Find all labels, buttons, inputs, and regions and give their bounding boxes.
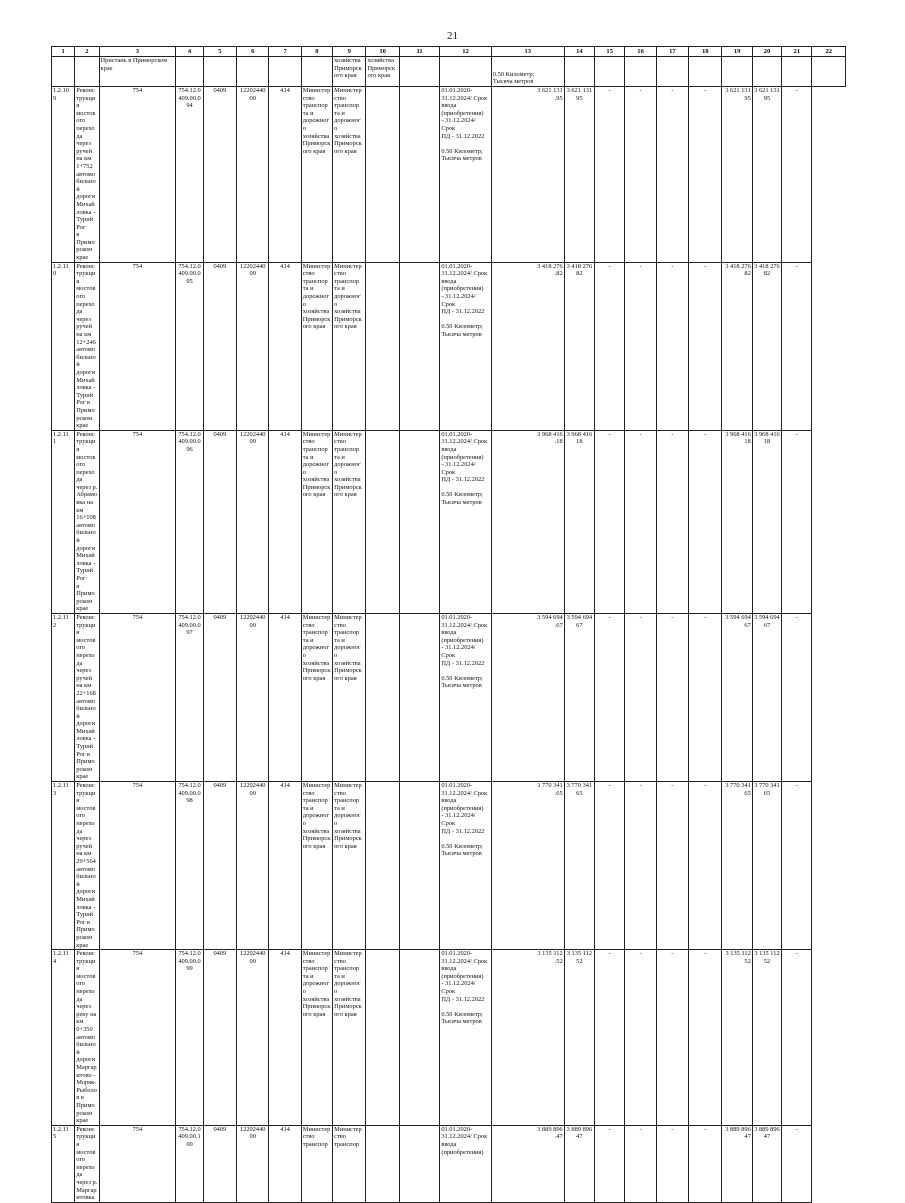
cell-c14: 3 770 341 .65 [491,782,564,950]
cell-c8: 414 [269,430,301,613]
cell-c9: Министер ство транспор та и дорожног о хозяйства Приморск ого края [301,782,332,950]
table-row [52,613,846,781]
cell-c15: 3 418 276 82 [564,262,594,430]
cell-c5: 754.12.0 409.00.0 98 [176,782,203,950]
cell-c20: 3 889 896 47 [722,1125,752,1202]
cell-c15: 3 889 896 47 [564,1125,594,1202]
cell-name: Пристань в Приморском крае [99,57,176,87]
cell-empty [366,430,399,613]
cell [722,57,752,87]
cell-c17: - [625,87,656,263]
cell-c7: 12202440 00 [237,1125,269,1202]
column-header-9: 9 [333,47,366,57]
column-header-3: 3 [99,47,176,57]
cell-name: Реконструкция мостового перехода через ручей на км 1+752 автомобильной дороги Михайловка - Турий Рог в Приморском крае [75,87,99,263]
cell-c20: 3 594 694 67 [722,613,752,781]
cell-c18: - [656,87,688,263]
cell-num: 1.2.11 1 [52,430,75,613]
cell-c20: 3 770 341 65 [722,782,752,950]
cell-c20: 3 135 112 52 [722,950,752,1126]
cell-c8: 414 [269,87,301,263]
cell [782,57,812,87]
table-row [52,262,846,430]
cell-c19: - [689,613,722,781]
page-number: 21 [447,30,458,42]
cell-c13: 01.01.2020- 31.12.2024/ Срок ввода (приобретения) - 31.12.2024/ Срок ПД - 31.12.2022 0.50 Километр; Тысяча метров [440,262,492,430]
column-header-17: 17 [656,47,688,57]
cell [203,57,236,87]
column-header-19: 19 [722,47,752,57]
cell-c14: 3 889 896 .47 [491,1125,564,1202]
cell-c18: - [656,950,688,1126]
cell [689,57,722,87]
cell-c16: - [595,262,625,430]
cell [301,57,332,87]
cell-name: Реконструкция мостового перехода через ручей на км 29+564 автомобильной дороги Михайловка - Турий Рог в Приморском крае [75,782,99,950]
cell-num: 1.2.11 4 [52,950,75,1126]
cell-c22: - [782,950,812,1126]
cell-c22: - [782,613,812,781]
cell-empty [366,613,399,781]
cell-c10: Министер ство транспор та и дорожног о хозяйства Приморск ого края [333,950,366,1126]
cell-c5: 754.12.0 409.00.0 94 [176,87,203,263]
column-header-8: 8 [301,47,332,57]
cell-c21: 3 889 896 47 [752,1125,781,1202]
cell-c5: 754.12.0 409.00.0 95 [176,262,203,430]
column-header-13: 13 [491,47,564,57]
cell-c13: 01.01.2020- 31.12.2024/ Срок ввода (приобретения) - 31.12.2024/ Срок ПД - 31.12.2022 0.50 Километр; Тысяча метров [440,950,492,1126]
cell-num: 1.2.11 5 [52,1125,75,1202]
cell-c14: 3 621 131 .95 [491,87,564,263]
cell-name: Реконструкция мостового перехода через р. Маргаритовка [76,1125,98,1202]
cell-empty [399,613,439,781]
cell-c16: - [595,1125,625,1202]
cell-c5: 754.12.0 409.00.0 96 [176,430,203,613]
cell-num: 1.2.10 9 [52,87,75,263]
column-header-21: 21 [782,47,812,57]
column-header-5: 5 [203,47,236,57]
cell-c19: - [689,87,722,263]
cell-c9: Министер ство транспор та и дорожног о хозяйства Приморск ого края [301,950,332,1126]
cell-c7: 12202440 00 [237,262,269,430]
cell [752,57,781,87]
cell-c20: 3 418 276 82 [722,262,752,430]
cell-c8: 414 [269,782,301,950]
cell-num: 1.2.11 3 [52,782,75,950]
cell-name: Реконструкция мостового перехода через р. Абрамовка на км 16+108 автомобильной дороги Михайловка - Турий Рог в Приморском крае [76,430,98,613]
cell-c6: 0409 [203,430,236,613]
cell-c19: - [689,950,722,1126]
table-row [52,87,846,263]
cell-c16: - [595,430,625,613]
cell [595,57,625,87]
cell-c4: 754 [99,782,176,950]
cell-deadlines: 0.50 Километр; Тысяча метров [491,57,564,87]
cell-c15: 3 968 416 18 [564,430,594,613]
cell [625,57,656,87]
cell-c10: Министер ство транспор та и дорожног о хозяйства Приморск ого края [333,87,366,263]
cell-c17: - [625,1125,656,1202]
cell-c15: 3 770 341 65 [564,782,594,950]
cell-c22: - [782,1125,812,1202]
cell-c14: 3 968 416 .18 [491,430,564,613]
cell-c9: Министер ство транспор та и дорожног о хозяйства Приморск ого края [301,262,332,430]
cell-c17: - [625,950,656,1126]
cell-c7: 12202440 00 [237,430,269,613]
cell-empty [399,430,439,613]
cell-c15: 3 594 694 67 [564,613,594,781]
cell-c8: 414 [269,262,301,430]
cell-c10: Министер ство транспор [333,1125,366,1202]
cell-name: Реконструкция мостового перехода через ручей на км 22+168 автомобильной дороги Михайловка - Турий Рог в Приморском крае [75,613,99,781]
cell-c8: 414 [269,950,301,1126]
cell-c14: 3 594 694 .67 [491,613,564,781]
cell-c7: 12202440 00 [237,613,269,781]
cell-c20: 3 621 131 95 [722,87,752,263]
table-row-continued [52,57,846,87]
cell-c5: 754.12.0 409.00.0 99 [176,950,203,1126]
cell [269,57,301,87]
cell-c4: 754 [99,430,176,613]
cell-c17: - [625,613,656,781]
cell-c21: 3 621 131 95 [752,87,781,263]
registry-table [51,46,846,1203]
cell-c22: - [782,262,812,430]
cell-c6: 0409 [203,262,236,430]
cell-c6: 0409 [203,87,236,263]
cell-c19: - [689,430,722,613]
cell-c13: 01.01.2020- 31.12.2024/ Срок ввода (приобретения) - 31.12.2024/ Срок ПД - 31.12.2022 0.50 Километр; Тысяча метров [440,430,492,613]
cell-num: 1.2.11 2 [52,613,75,781]
column-header-7: 7 [269,47,301,57]
cell-c22: - [782,782,812,950]
cell-c7: 12202440 00 [237,782,269,950]
cell-c6: 0409 [203,782,236,950]
cell-c7: 12202440 00 [237,950,269,1126]
column-header-16: 16 [625,47,656,57]
column-header-11: 11 [399,47,439,57]
cell-c9: Министер ство транспор та и дорожног о хозяйства Приморск ого края [301,613,332,781]
column-header-10: 10 [366,47,399,57]
cell [656,57,688,87]
cell-c18: - [656,782,688,950]
cell [52,57,75,87]
column-header-18: 18 [689,47,722,57]
cell-c21: 3 418 276 82 [752,262,781,430]
cell [176,57,203,87]
cell-c18: - [656,430,688,613]
cell-c16: - [595,613,625,781]
table-row [52,430,846,613]
cell-c7: 12202440 00 [237,87,269,263]
cell-c17: - [625,782,656,950]
cell-c10: Министер ство транспор та и дорожног о хозяйства Приморск ого края [333,262,366,430]
cell [75,57,99,87]
cell-empty [399,950,439,1126]
cell-c18: - [656,613,688,781]
cell [564,57,594,87]
cell [440,57,492,87]
cell-empty [366,782,399,950]
cell-c4: 754 [99,87,176,263]
cell-c4: 754 [99,613,176,781]
column-header-6: 6 [237,47,269,57]
cell-c14: 3 418 276 .82 [491,262,564,430]
cell-developer: хозяйства Приморск ого края [366,57,399,87]
cell-c5: 754.12.0 409.00.1 00 [176,1125,203,1202]
cell-c6: 0409 [203,950,236,1126]
cell-c18: - [656,1125,688,1202]
cell-c6: 0409 [203,1125,236,1202]
cell-c16: - [595,782,625,950]
cell-c22: - [782,430,812,613]
cell-c21: 3 135 112 52 [752,950,781,1126]
cell-c16: - [595,950,625,1126]
cell-c5: 754.12.0 409.00.0 97 [176,613,203,781]
cell-c19: - [689,262,722,430]
cell-empty [366,950,399,1126]
cell-c17: - [625,430,656,613]
cell-empty [399,262,439,430]
cell-c15: 3 135 112 52 [564,950,594,1126]
cell-c21: 3 968 416 18 [752,430,781,613]
cell-c13: 01.01.2020- 31.12.2024/ Срок ввода (приобретения) - 31.12.2024/ Срок ПД - 31.12.2022 0.50 Километр; Тысяча метров [440,613,492,781]
column-header-1: 1 [52,47,75,57]
cell-empty [399,1125,439,1202]
column-header-2: 2 [75,47,99,57]
cell-c16: - [595,87,625,263]
column-header-4: 4 [176,47,203,57]
cell [237,57,269,87]
cell-num: 1.2.11 0 [52,262,75,430]
cell-c18: - [656,262,688,430]
column-header-15: 15 [595,47,625,57]
column-header-20: 20 [752,47,781,57]
cell-c9: Министер ство транспор [301,1125,332,1202]
cell-c9: Министер ство транспор та и дорожног о хозяйства Приморск ого края [301,430,332,613]
table-row [52,1125,846,1202]
cell-c22: - [782,87,812,263]
cell-c10: Министер ство транспор та и дорожног о хозяйства Приморск ого края [333,782,366,950]
cell-c6: 0409 [203,613,236,781]
cell-c21: 3 594 694 67 [752,613,781,781]
cell-c19: - [689,782,722,950]
cell-c13: 01.01.2020- 31.12.2024/ Срок ввода (приобретения) - 31.12.2024/ Срок ПД - 31.12.2022 0.50 Километр; Тысяча метров [440,782,492,950]
cell-c15: 3 621 131 95 [564,87,594,263]
cell-empty [366,262,399,430]
cell-empty [399,87,439,263]
cell-name: Реконструкция мостового перехода через ручей на км 12+246 автомобильной дороги Михайловка - Турий Рог в Приморском крае [75,262,99,430]
cell-c10: Министер ство транспор та и дорожног о хозяйства Приморск ого края [333,430,366,613]
cell-empty [399,782,439,950]
cell-customer: хозяйства Приморск ого края [333,57,366,87]
cell-c13: 01.01.2020- 31.12.2024/ Срок ввода (приобретения) - 31.12.2024/ Срок ПД - 31.12.2022 0.50 Километр; Тысяча метров [440,87,492,263]
cell-c20: 3 968 416 18 [722,430,752,613]
column-header-14: 14 [564,47,594,57]
column-header-12: 12 [440,47,492,57]
cell [399,57,439,87]
cell-c21: 3 770 341 65 [752,782,781,950]
cell [812,57,846,87]
cell-empty [366,1125,399,1202]
cell-c4: 754 [99,1125,176,1202]
cell-c17: - [625,262,656,430]
cell-c8: 414 [269,1125,301,1202]
cell-c4: 754 [99,950,176,1126]
cell-c10: Министер ство транспор та и дорожног о хозяйства Приморск ого края [333,613,366,781]
cell-c14: 3 135 112 .52 [491,950,564,1126]
column-header-22: 22 [812,47,846,57]
cell-empty [366,87,399,263]
cell-name: Реконструкция мостового перехода через реку на км 0+350 автомобильной дороги Маргаритово - Моряк- Рыболов в Приморском крае [75,950,99,1126]
cell-c13: 01.01.2020- 31.12.2024/ Срок ввода (приобретения) [440,1125,492,1202]
header-row [52,47,846,57]
table-row [52,782,846,950]
cell-c9: Министер ство транспор та и дорожног о хозяйства Приморск ого края [301,87,332,263]
cell-c8: 414 [269,613,301,781]
cell-c19: - [689,1125,722,1202]
table-row [52,950,846,1126]
cell-c4: 754 [99,262,176,430]
